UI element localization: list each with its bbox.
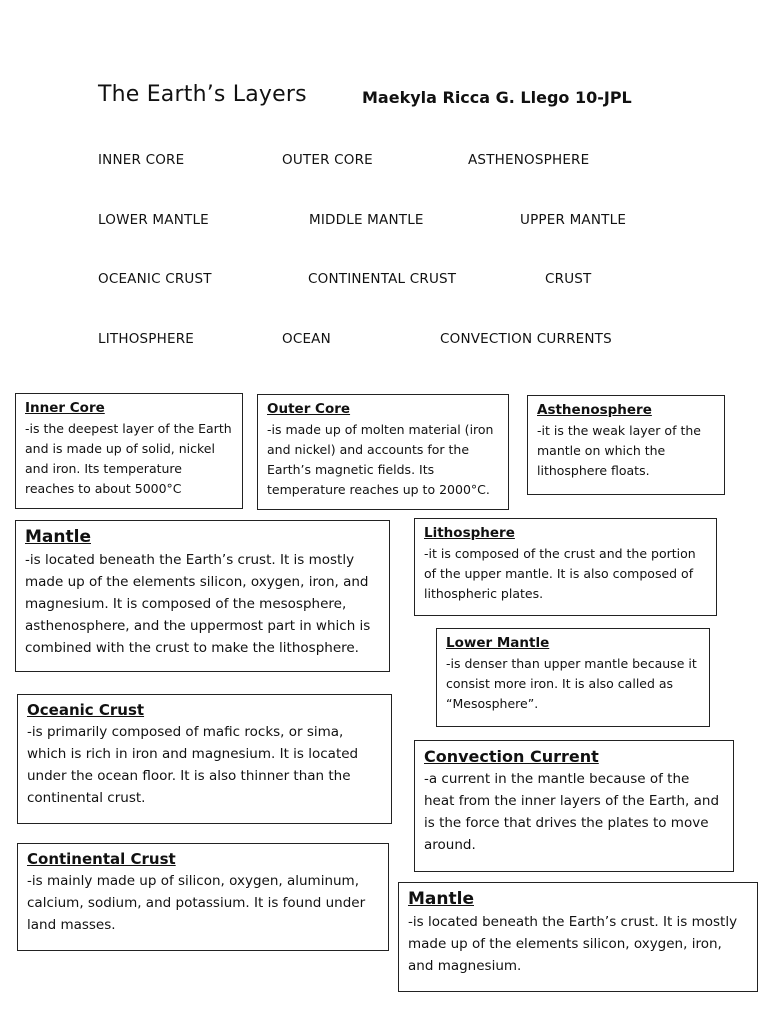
author-name: Maekyla Ricca G. Llego 10-JPL (362, 88, 632, 107)
mantle-box (15, 520, 390, 672)
term-asthenosphere: ASTHENOSPHERE (468, 152, 590, 168)
term-ocean: OCEAN (282, 331, 331, 347)
term-upper-mantle: UPPER MANTLE (520, 212, 627, 228)
term-lithosphere: LITHOSPHERE (98, 331, 195, 347)
inner-core-text: -is the deepest layer of the Earth and is made up of solid, nickel and iron. Its temperature reaches to about 5000°C (25, 421, 232, 496)
lower-mantle-box (436, 628, 710, 727)
term-middle-mantle: MIDDLE MANTLE (309, 212, 424, 228)
outer-core-heading: Outer Core (267, 401, 351, 417)
oceanic-crust-box (17, 694, 392, 824)
mantle-2-text: -is located beneath the Earth’s crust. It is mostly made up of the elements silicon, oxygen, iron, and magnesium. (408, 914, 738, 974)
mantle-box-2 (398, 882, 758, 992)
lithosphere-text: -it is composed of the crust and the portion of the upper mantle. It is also composed of lithospheric plates. (424, 546, 696, 601)
outer-core-text: -is made up of molten material (iron and nickel) and accounts for the Earth’s magnetic fields. Its temperature reaches up to 2000°C. (267, 422, 494, 497)
lithosphere-box (414, 518, 717, 616)
lower-mantle-text: -is denser than upper mantle because it consist more iron. It is also called as “Mesosphere”. (446, 656, 697, 711)
oceanic-crust-heading: Oceanic Crust (27, 701, 145, 719)
term-continental-crust: CONTINENTAL CRUST (308, 271, 457, 287)
lithosphere-heading: Lithosphere (424, 525, 515, 541)
convection-current-box (414, 740, 734, 872)
oceanic-crust-text: -is primarily composed of mafic rocks, or sima, which is rich in iron and magnesium. It is located under the ocean floor. It is also thinner than the continental crust. (27, 724, 359, 806)
term-inner-core: INNER CORE (98, 152, 185, 168)
inner-core-box (15, 393, 243, 509)
page-title: The Earth’s Layers (98, 82, 307, 107)
convection-current-heading: Convection Current (424, 747, 599, 766)
mantle-2-heading: Mantle (408, 889, 474, 909)
lower-mantle-heading: Lower Mantle (446, 635, 550, 651)
continental-crust-text: -is mainly made up of silicon, oxygen, aluminum, calcium, sodium, and potassium. It is found under land masses. (27, 873, 366, 933)
term-lower-mantle: LOWER MANTLE (98, 212, 209, 228)
term-convection-currents: CONVECTION CURRENTS (440, 331, 612, 347)
continental-crust-box (17, 843, 389, 951)
asthenosphere-box (527, 395, 725, 495)
term-outer-core: OUTER CORE (282, 152, 373, 168)
term-oceanic-crust: OCEANIC CRUST (98, 271, 212, 287)
convection-current-text: -a current in the mantle because of the heat from the inner layers of the Earth, and is the force that drives the plates to move around. (424, 771, 720, 853)
asthenosphere-heading: Asthenosphere (537, 402, 652, 418)
asthenosphere-text: -it is the weak layer of the mantle on which the lithosphere floats. (537, 423, 701, 478)
outer-core-box (257, 394, 509, 510)
mantle-heading: Mantle (25, 527, 91, 547)
term-crust: CRUST (545, 271, 592, 287)
inner-core-heading: Inner Core (25, 400, 105, 416)
mantle-text: -is located beneath the Earth’s crust. It is mostly made up of the elements silicon, oxygen, iron, and magnesium. It is composed of the mesosphere, asthenosphere, and the uppermost part in which is combined with the crust to make the lithosphere. (25, 552, 371, 656)
continental-crust-heading: Continental Crust (27, 850, 176, 868)
